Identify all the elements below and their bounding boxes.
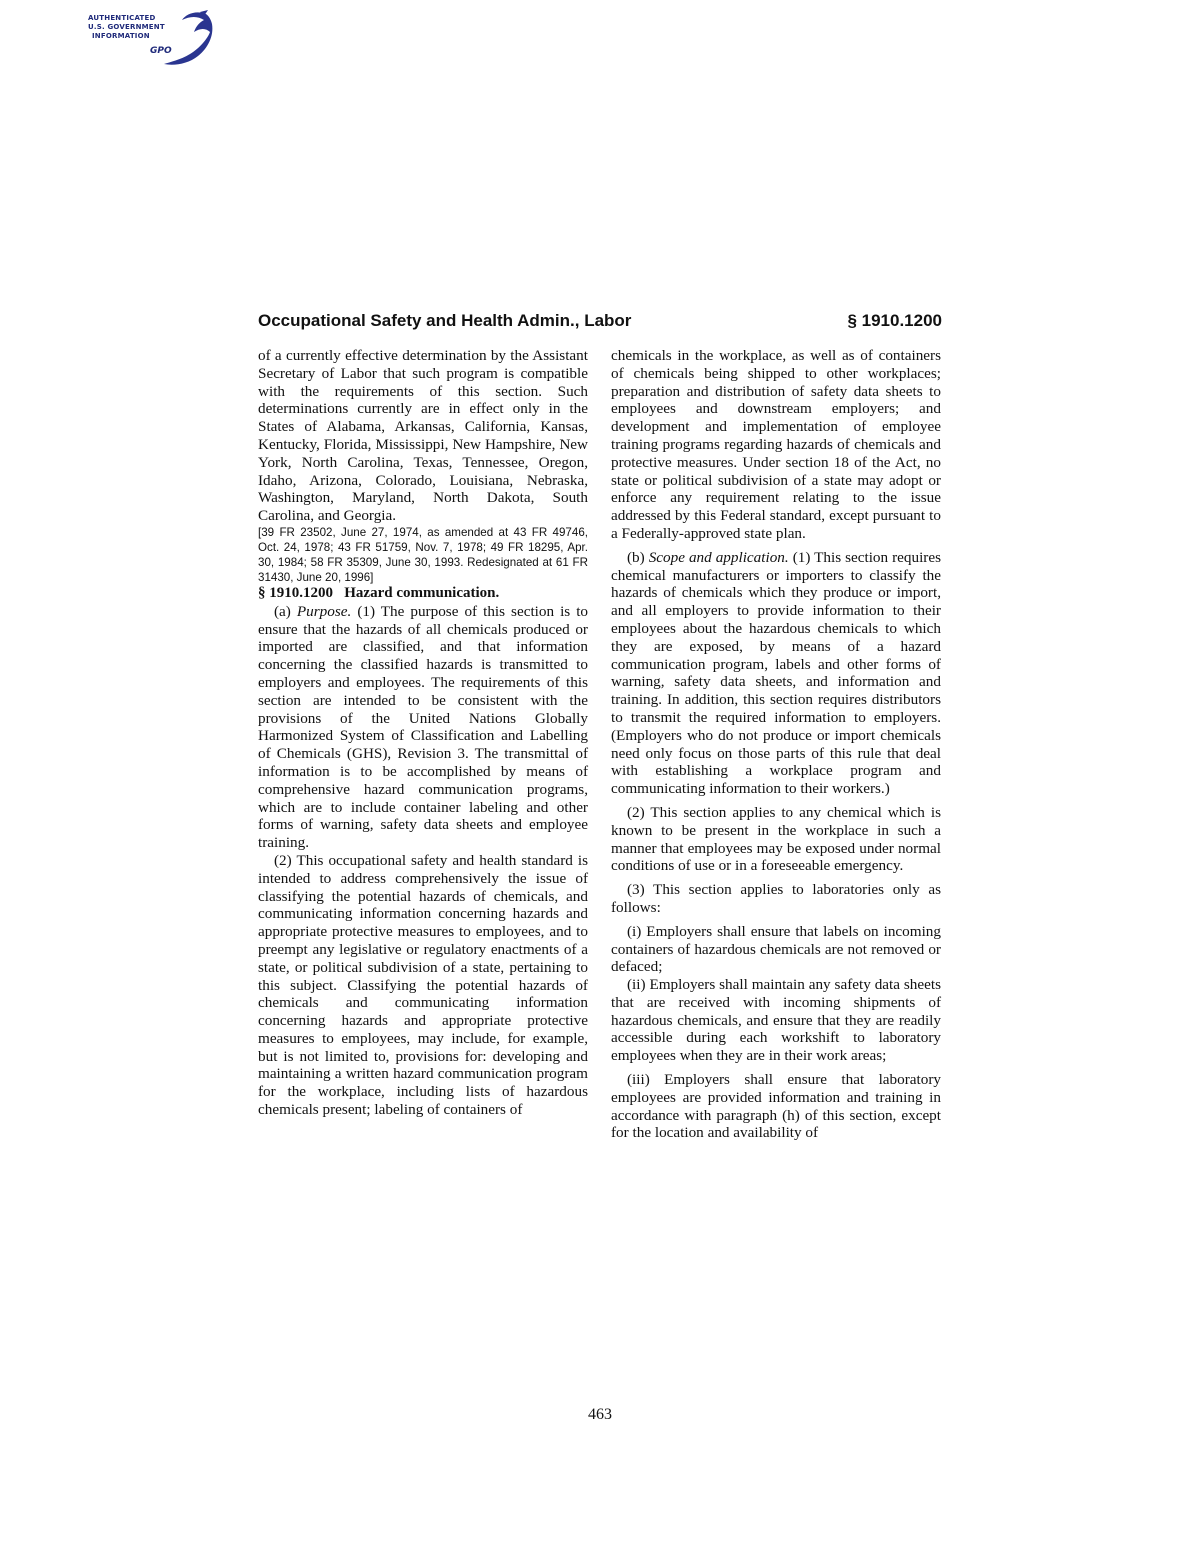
logo-line-information: INFORMATION xyxy=(92,32,150,40)
paragraph-b-title: Scope and application. xyxy=(648,548,789,566)
header-agency-title: Occupational Safety and Health Admin., Labor xyxy=(258,311,632,330)
left-column xyxy=(258,347,588,1119)
paragraph-b3ii: (ii) Employers shall maintain any safety data sheets that are received with incoming shipments of hazardous chemicals, and ensure that they are readily accessible during each workshift to laboratory employees when they are in their work areas; xyxy=(611,976,941,1065)
paragraph-b1-text: (1) This section requires chemical manufacturers or importers to classify the hazards of chemicals which they produce or import, and all employers to provide information to their employees about the hazardous chemicals to which they are exposed, by means of a hazard communication program, labels and other forms of warning, safety data sheets, and information and training. In addition, this section requires distributors to transmit the required information to employers. (Employers who do not produce or import chemicals need only focus on those parts of this rule that deal with establishing a workplace program and communicating information to their workers.) xyxy=(611,548,942,798)
paragraph-b-label: (b) xyxy=(627,548,645,566)
gpo-authentication-logo xyxy=(88,8,218,72)
paragraph-b2: (2) This section applies to any chemical which is known to be present in the workplace in such a manner that employees may be exposed under normal conditions of use or in a foreseeable emergency. xyxy=(611,803,941,875)
section-heading xyxy=(258,585,588,603)
paragraph-a-title: Purpose. xyxy=(296,602,352,620)
page-number: 463 xyxy=(588,1406,612,1423)
paragraph-b3: (3) This section applies to laboratories only as follows: xyxy=(611,881,941,916)
eagle-icon xyxy=(160,8,216,70)
logo-gpo-text: GPO xyxy=(150,46,172,56)
paragraph-b3iii: (iii) Employers shall ensure that laboratory employees are provided information and training in accordance with paragraph (h) of this section, except for the location and availability of xyxy=(611,1071,941,1142)
header-section-number: § 1910.1200 xyxy=(847,311,942,330)
paragraph-b1 xyxy=(611,549,941,798)
right-column xyxy=(611,347,941,1142)
section-symbol: § 1910.1200 xyxy=(258,584,333,601)
paragraph-b3i: (i) Employers shall ensure that labels on incoming containers of hazardous chemicals are not removed or defaced; xyxy=(611,922,941,976)
logo-line-government: U.S. GOVERNMENT xyxy=(88,23,165,31)
section-title: Hazard communication. xyxy=(344,584,500,601)
paragraph-a1-text: (1) The purpose of this section is to ensure that the hazards of all chemicals produced or imported are classified, and that information concerning the classified hazards is transmitted to employers and employees. The requirements of this section are intended to be consistent with the provisions of the United Nations Globally Harmonized System of Classification and Labelling of Chemicals (GHS), Revision 3. The transmittal of information is to be accomplished by means of comprehensive hazard communication programs, which are to include container labeling and other forms of warning, safety data sheets and employee training. xyxy=(258,602,589,852)
paragraph-a2: (2) This occupational safety and health standard is intended to address comprehensively the issue of classifying the potential hazards of chemicals, and communicating information concerning hazards and appropriate protective measures to employees, and to preempt any legislative or regulatory enactments of a state, or political subdivision of a state, pertaining to this subject. Classifying the potential hazards of chemicals and communicating information concerning hazards and appropriate protective measures to employees, may include, for example, but is not limited to, provisions for: developing and maintaining a written hazard communication program for the workplace, including lists of hazardous chemicals present; labeling of containers of xyxy=(258,851,588,1119)
paragraph-a1 xyxy=(258,603,588,852)
source-citation: [39 FR 23502, June 27, 1974, as amended at 43 FR 49746, Oct. 24, 1978; 43 FR 51759, Nov. 7, 1978; 49 FR 18295, Apr. 30, 1984; 58 FR 35309, June 30, 1993. Redesignated at 61 FR 31430, June 20, 1996] xyxy=(258,525,588,584)
running-header xyxy=(258,311,942,335)
paragraph-a-label: (a) xyxy=(274,602,291,620)
paragraph-determinations: of a currently effective determination by the Assistant Secretary of Labor that such program is compatible with the requirements of this section. Such determinations currently are in effect only in the States of Alabama, Arkansas, California, Kansas, Kentucky, Florida, Mississippi, New Hampshire, New York, North Carolina, Texas, Tennessee, Oregon, Idaho, Arizona, Colorado, Louisiana, Nebraska, Washington, Maryland, North Dakota, South Carolina, and Georgia. xyxy=(258,347,588,525)
logo-line-authenticated: AUTHENTICATED xyxy=(88,14,156,22)
paragraph-continuation: chemicals in the workplace, as well as of containers of chemicals being shipped to other workplaces; preparation and distribution of safety data sheets to employees and downstream employers; and development and implementation of employee training programs regarding hazards of chemicals and protective measures. Under section 18 of the Act, no state or political subdivision of a state may adopt or enforce any requirement relating to the issue addressed by this Federal standard, except pursuant to a Federally-approved state plan. xyxy=(611,347,941,542)
